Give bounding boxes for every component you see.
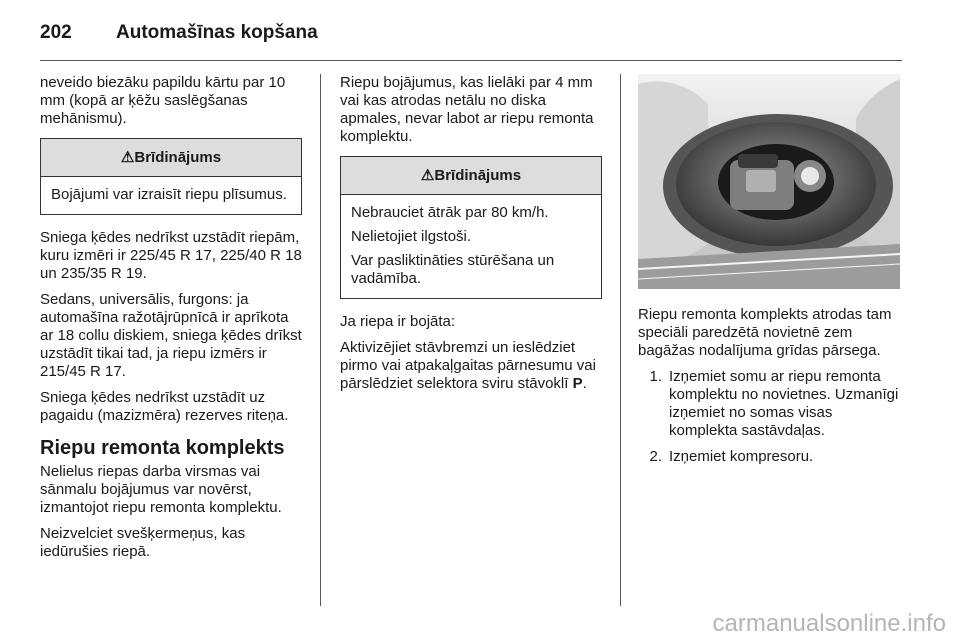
warning-box <box>40 138 302 215</box>
paragraph: Nelielus riepas darba virsmas vai sānmalu bojājumus var novērst, izmantojot riepu remonta komplektu. <box>40 463 282 516</box>
header-rule <box>40 60 902 61</box>
warning-line: Var pasliktināties stūrēšana un vadāmība. <box>351 252 555 287</box>
column-divider-1 <box>320 74 321 606</box>
paragraph: Sniega ķēdes nedrīkst uzstādīt uz pagaidu (mazizmēra) rezerves riteņa. <box>40 389 289 424</box>
gear-position-p: P <box>572 375 583 392</box>
list-item <box>638 368 900 440</box>
watermark: carmanualsonline.info <box>712 610 946 637</box>
warning-header <box>341 157 601 195</box>
list-item <box>638 448 900 466</box>
warning-text: Bojājumi var izraisīt riepu plīsumus. <box>51 186 287 203</box>
column-1 <box>40 74 302 569</box>
trunk-spare-wheel-illustration <box>638 74 900 289</box>
warning-box <box>340 156 602 299</box>
paragraph: neveido biezāku papildu kārtu par 10 mm (kopā ar ķēžu saslēgšanas mehānismu). <box>40 74 286 127</box>
warning-body <box>41 177 301 214</box>
warning-triangle-icon: ⚠ <box>420 167 435 184</box>
warning-body <box>341 195 601 298</box>
paragraph: Riepu bojājumus, kas lielāki par 4 mm vai kas atrodas netālu no diska apmales, nevar labot ar riepu remonta komplektu. <box>340 74 594 145</box>
warning-triangle-icon: ⚠ <box>120 149 135 166</box>
step-text: Izņemiet kompresoru. <box>669 448 814 465</box>
page-number: 202 <box>40 22 72 43</box>
column-3 <box>638 74 900 474</box>
step-number: 1. <box>649 368 662 385</box>
step-number: 2. <box>649 448 662 465</box>
paragraph: Ja riepa ir bojāta: <box>340 313 456 330</box>
page-header <box>40 22 318 44</box>
warning-header <box>41 139 301 177</box>
paragraph: Neizvelciet svešķermeņus, kas iedūrušies riepā. <box>40 525 246 560</box>
steps-list <box>638 368 900 466</box>
warning-line: Nelietojiet ilgstoši. <box>351 228 472 245</box>
column-2 <box>340 74 602 401</box>
page-title: Automašīnas kopšana <box>116 22 318 43</box>
paragraph: Riepu remonta komplekts atrodas tam speciāli paredzētā novietnē zem bagāžas nodalījuma grīdas pārsega. <box>638 306 892 359</box>
paragraph <box>340 339 602 393</box>
paragraph-text: Aktivizējiet stāvbremzi un ieslēdziet pirmo vai atpakaļgaitas pārnesumu vai pārslēdziet selektora sviru stāvoklī <box>340 339 596 392</box>
warning-title: Brīdinājums <box>134 149 222 166</box>
paragraph: Sedans, universālis, furgons: ja automašīna ražotājrūpnīcā ir aprīkota ar 18 collu diskiem, sniega ķēdes drīkst uzstādīt tikai tad, ja riepu izmērs ir 215/45 R 17. <box>40 291 302 380</box>
step-text: Izņemiet somu ar riepu remonta komplektu no novietnes. Uzmanīgi izņemiet no somas visas komplekta sastāvdaļas. <box>669 368 899 439</box>
column-divider-2 <box>620 74 621 606</box>
paragraph: Sniega ķēdes nedrīkst uzstādīt riepām, kuru izmēri ir 225/45 R 17, 225/40 R 18 un 235/35 R 19. <box>40 229 302 282</box>
warning-title: Brīdinājums <box>434 167 522 184</box>
paragraph-end: . <box>582 375 587 392</box>
warning-line: Nebrauciet ātrāk par 80 km/h. <box>351 204 549 221</box>
section-heading: Riepu remonta komplekts <box>40 437 285 459</box>
